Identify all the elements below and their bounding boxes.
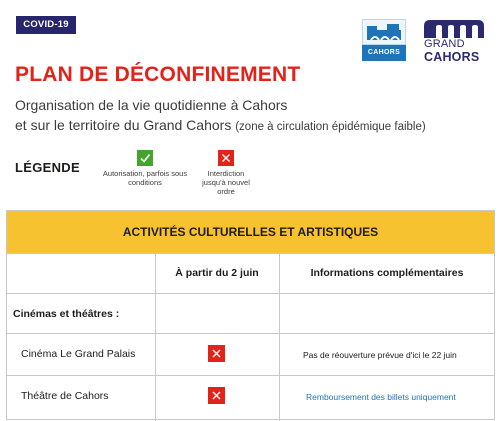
legend-title: LÉGENDE bbox=[15, 160, 80, 175]
legend-allowed-label: Autorisation, parfois sous conditions bbox=[102, 169, 188, 187]
row-name: Théâtre de Cahors bbox=[21, 390, 109, 402]
covid-badge: COVID-19 bbox=[16, 16, 76, 34]
cahors-logo bbox=[362, 19, 406, 61]
cahors-logo-emblem bbox=[362, 19, 406, 45]
subtitle-line-1: Organisation de la vie quotidienne à Cahors bbox=[15, 97, 288, 113]
divider bbox=[7, 253, 494, 254]
section-header: ACTIVITÉS CULTURELLES ET ARTISTIQUES bbox=[7, 211, 494, 253]
row-name: Cinéma Le Grand Palais bbox=[21, 348, 136, 360]
bridge-icon bbox=[363, 20, 405, 44]
cross-icon bbox=[208, 345, 225, 362]
column-header-info: Informations complémentaires bbox=[310, 267, 464, 279]
refund-link[interactable]: Remboursement des billets uniquement bbox=[306, 392, 456, 402]
subtitle-note: (zone à circulation épidémique faible) bbox=[235, 121, 426, 133]
column-header-date: À partir du 2 juin bbox=[175, 267, 259, 279]
grand-cahors-text-2: CAHORS bbox=[424, 50, 480, 64]
cahors-logo-text: CAHORS bbox=[362, 45, 406, 61]
cross-icon bbox=[208, 387, 225, 404]
row-info: Pas de réouverture prévue d'ici le 22 juin bbox=[303, 350, 457, 360]
activities-table bbox=[6, 210, 495, 420]
divider bbox=[7, 333, 494, 334]
divider bbox=[7, 293, 494, 294]
cross-icon bbox=[218, 150, 234, 166]
arches-icon bbox=[418, 16, 488, 40]
grand-cahors-text-1: GRAND bbox=[424, 38, 465, 50]
legend-forbidden-label: Interdiction jusqu'à nouvel ordre bbox=[202, 169, 250, 196]
page-title: PLAN DE DÉCONFINEMENT bbox=[15, 63, 301, 86]
check-icon bbox=[137, 150, 153, 166]
divider bbox=[7, 375, 494, 376]
subtitle-line-2 bbox=[15, 117, 426, 133]
group-label: Cinémas et théâtres : bbox=[13, 308, 120, 320]
subtitle-line-2-main: et sur le territoire du Grand Cahors bbox=[15, 117, 232, 133]
grand-cahors-logo bbox=[418, 16, 488, 64]
